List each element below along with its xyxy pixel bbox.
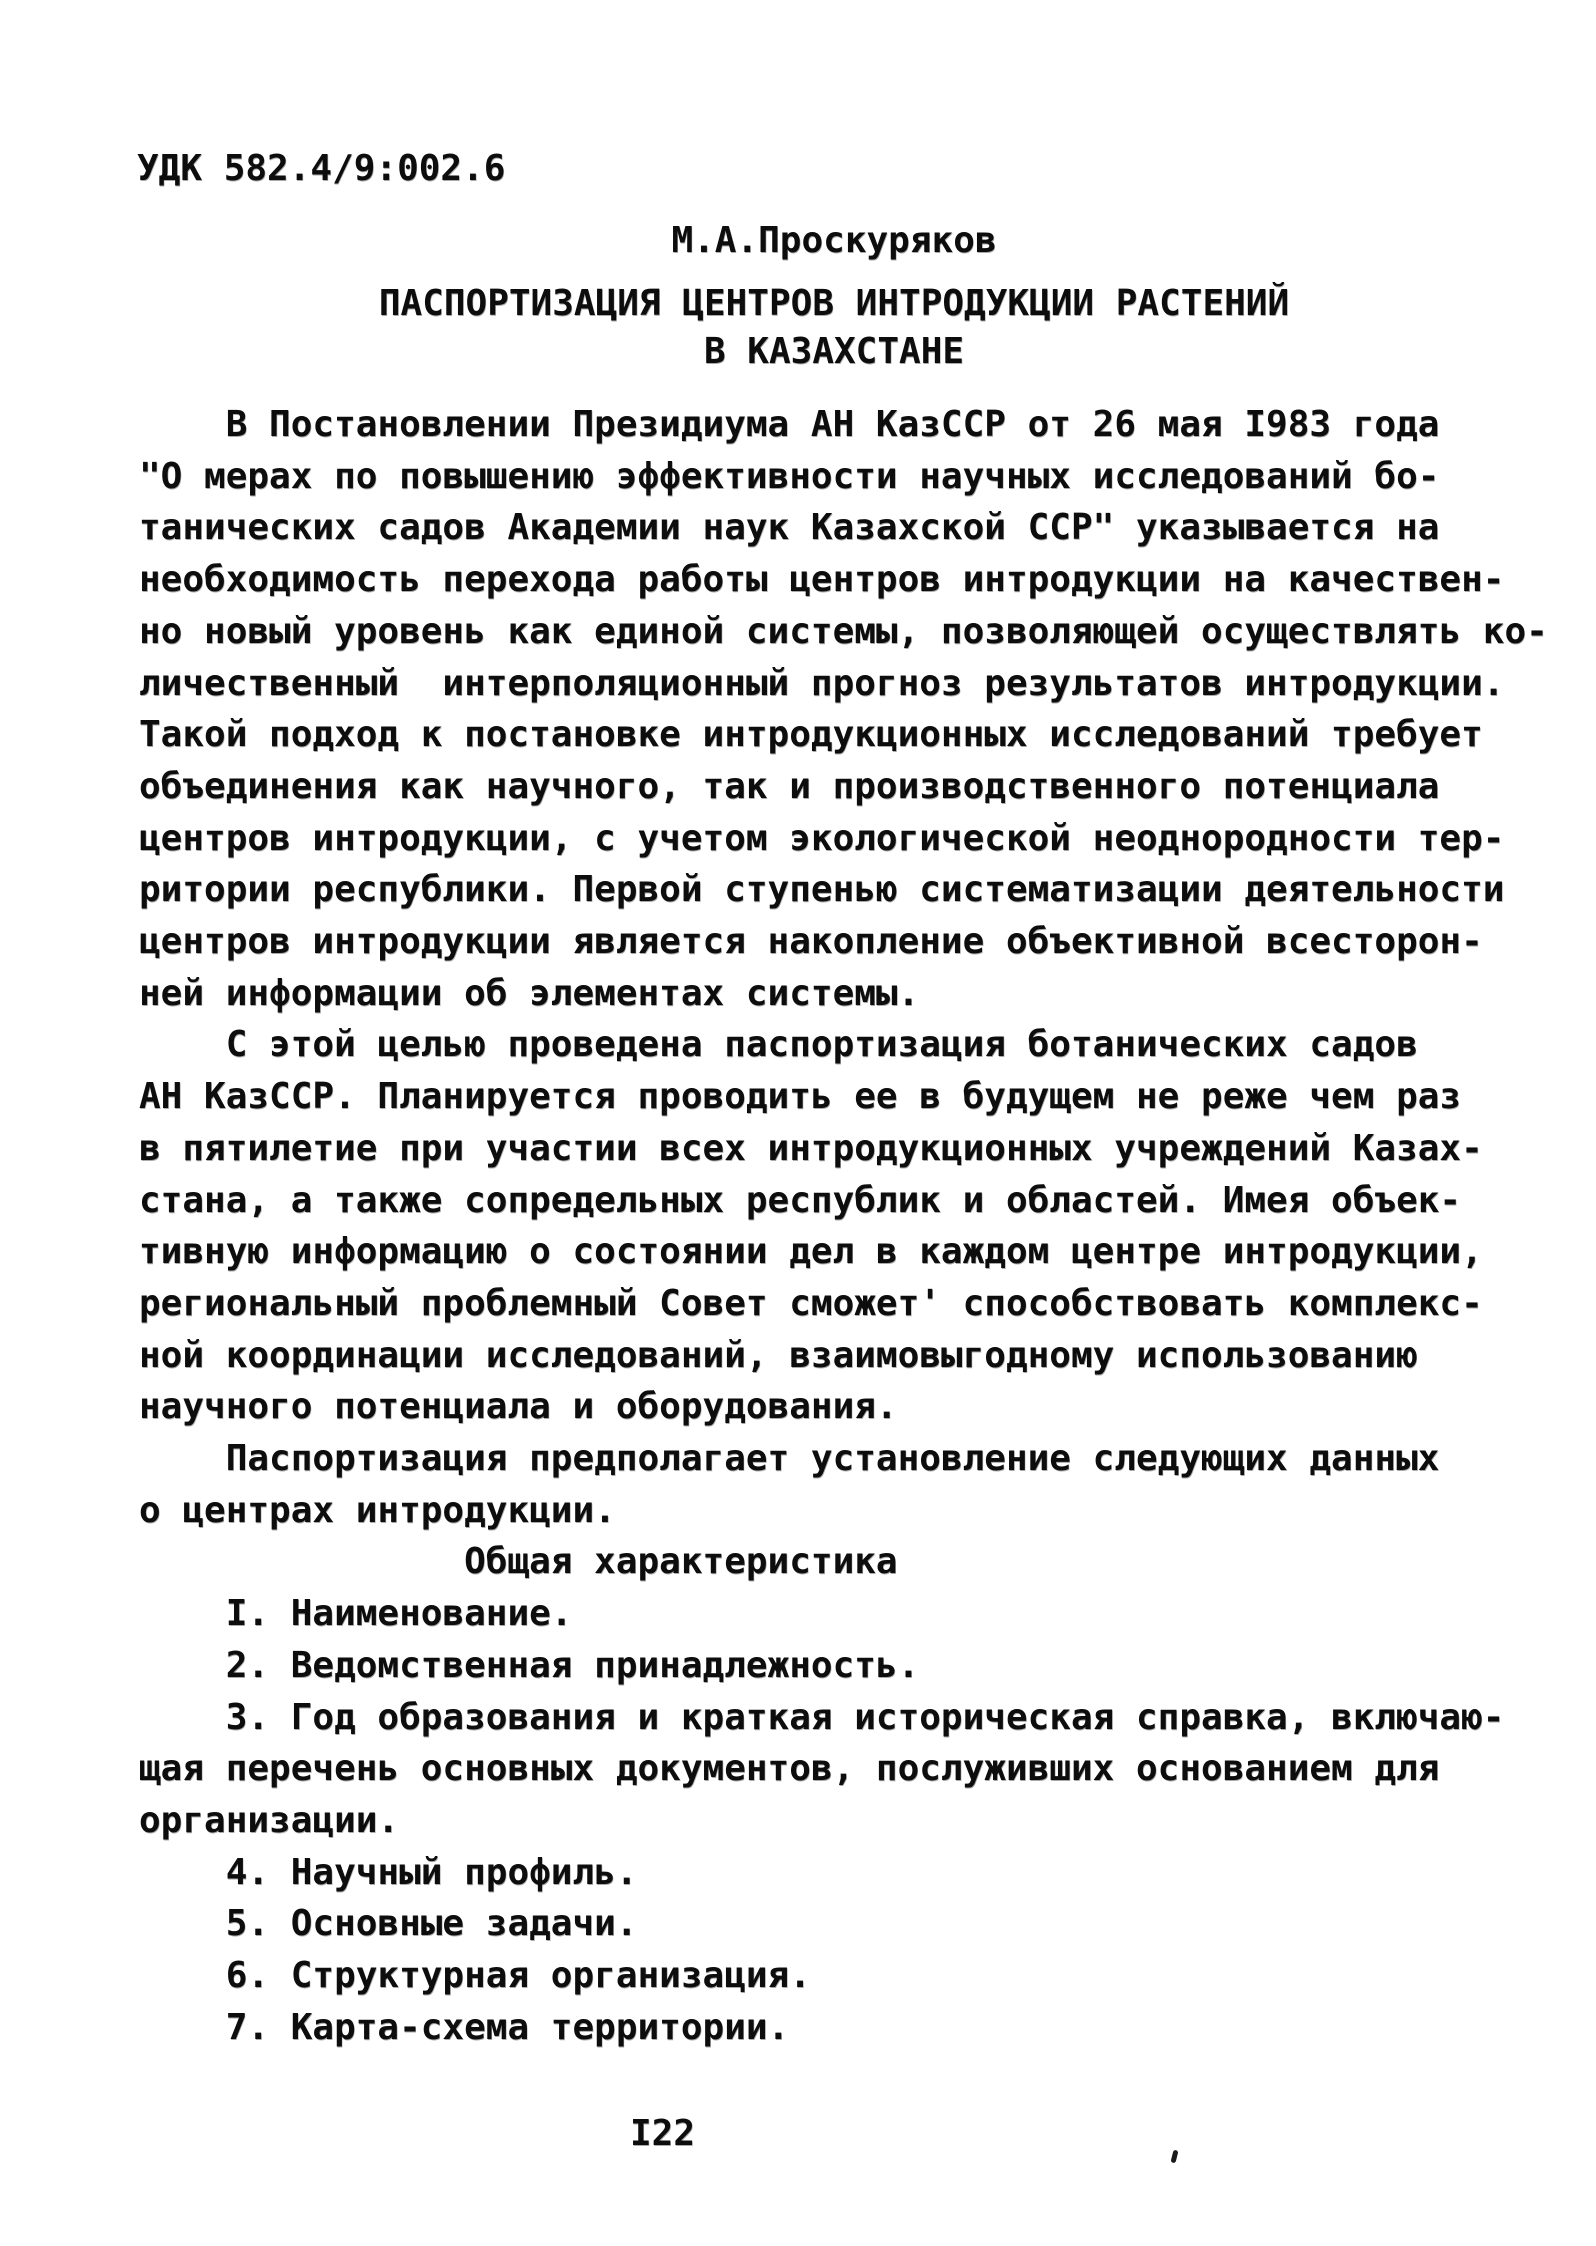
scan-speck — [1171, 2150, 1179, 2164]
text-line: научного потенциала и оборудования. — [139, 1386, 898, 1428]
text-line: стана, а также сопредельных республик и областей. Имея объек- — [139, 1179, 1462, 1221]
author-name: М.А.Проскуряков — [671, 220, 997, 261]
document-title-line-1: ПАСПОРТИЗАЦИЯ ЦЕНТРОВ ИНТРОДУКЦИИ РАСТЕНИЙ — [378, 283, 1290, 324]
text-line: региональный проблемный Совет сможет' способствовать комплекс- — [139, 1282, 1483, 1324]
text-line: Паспортизация предполагает установление следующих данных — [139, 1438, 1440, 1480]
text-line: личественный интерполяционный прогноз результатов интродукции. — [139, 662, 1505, 704]
text-line: центров интродукции является накопление объективной всесторон- — [139, 921, 1483, 963]
document-title-line-2: В КАЗАХСТАНЕ — [703, 331, 965, 372]
list-item-continuation: организации. — [139, 1799, 400, 1841]
text-line: в пятилетие при участии всех интродукционных учреждений Казах- — [139, 1127, 1483, 1169]
list-item: 4. Научный профиль. — [139, 1851, 638, 1893]
text-line: объединения как научного, так и производственного потенциала — [139, 765, 1440, 807]
section-heading: Общая характеристика — [139, 1541, 898, 1583]
text-line: о центрах интродукции. — [139, 1489, 616, 1531]
text-line: ней информации об элементах системы. — [139, 972, 920, 1014]
document-body — [139, 399, 1548, 2054]
text-line: но новый уровень как единой системы, позволяющей осуществлять ко- — [139, 610, 1548, 652]
list-item: 5. Основные задачи. — [139, 1903, 638, 1945]
text-line: центров интродукции, с учетом экологической неоднородности тер- — [139, 817, 1505, 859]
text-line: С этой целью проведена паспортизация ботанических садов — [139, 1024, 1418, 1066]
list-item: 3. Год образования и краткая историческая справка, включаю- — [139, 1696, 1505, 1738]
text-line: необходимость перехода работы центров интродукции на качествен- — [139, 559, 1505, 601]
text-line: ритории республики. Первой ступенью систематизации деятельности — [139, 869, 1505, 911]
text-line: танических садов Академии наук Казахской ССР" указывается на — [139, 507, 1440, 549]
list-item: I. Наименование. — [139, 1593, 573, 1635]
text-line: АН КазССР. Планируется проводить ее в будущем не реже чем раз — [139, 1076, 1462, 1118]
list-item: 6. Структурная организация. — [139, 1955, 811, 1997]
list-item-continuation: щая перечень основных документов, послуживших основанием для — [139, 1748, 1440, 1790]
text-line: тивную информацию о состоянии дел в каждом центре интродукции, — [139, 1231, 1483, 1273]
text-line: В Постановлении Президиума АН КазССР от 26 мая I983 года — [139, 404, 1440, 445]
text-line: Такой подход к постановке интродукционных исследований требует — [139, 714, 1483, 756]
udc-classification: УДК 582.4/9:002.6 — [137, 148, 506, 189]
text-line: ной координации исследований, взаимовыгодному использованию — [139, 1334, 1418, 1376]
page-number: I22 — [630, 2113, 696, 2154]
text-line: "О мерах по повышению эффективности научных исследований бо- — [139, 455, 1440, 497]
list-item: 7. Карта-схема территории. — [139, 2006, 790, 2048]
list-item: 2. Ведомственная принадлежность. — [139, 1644, 920, 1686]
